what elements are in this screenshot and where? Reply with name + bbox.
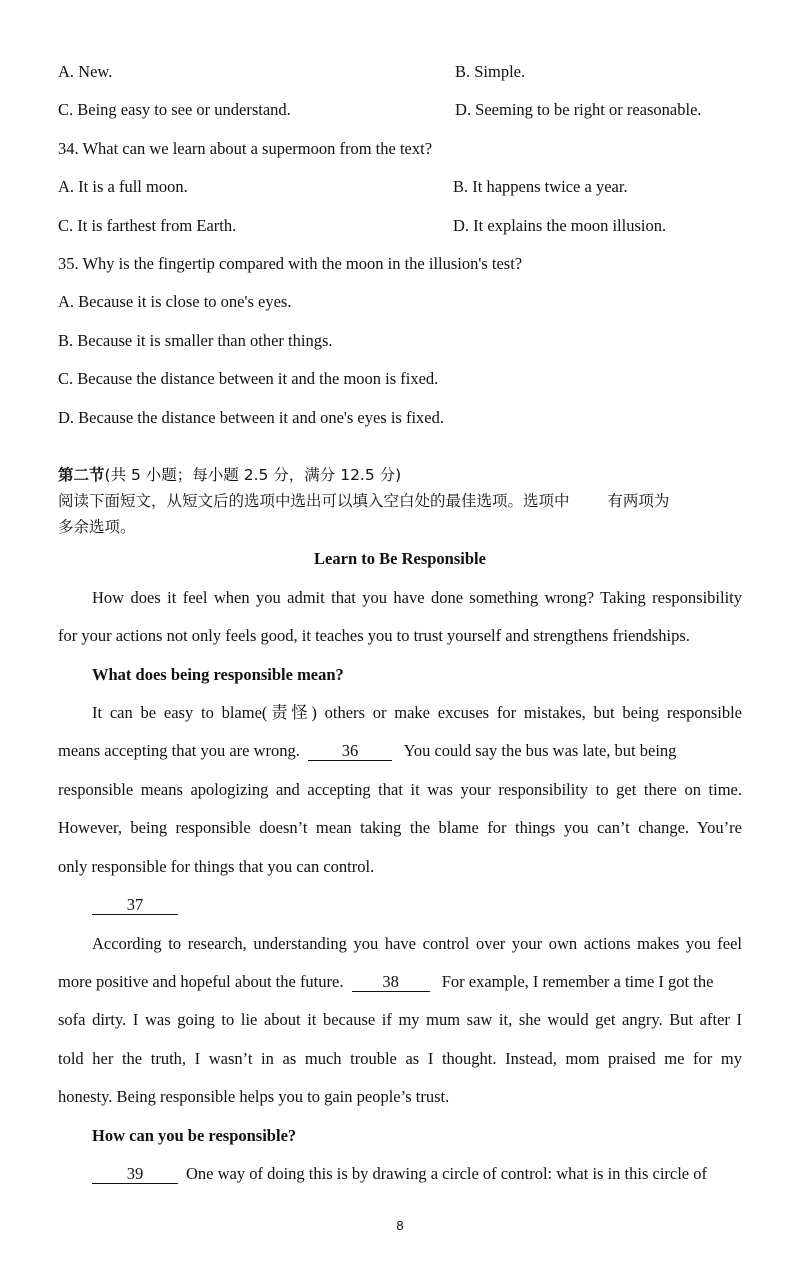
blank-37: 37 bbox=[92, 896, 178, 915]
p1-line2: for your actions not only feels good, it teaches you to trust yourself and strengthens friendships. bbox=[58, 626, 690, 645]
blank-37-row bbox=[92, 895, 742, 915]
instructions-text-a: 阅读下面短文，从短文后的选项中选出可以填入空白处的最佳选项。选项中 bbox=[58, 492, 570, 510]
p3-line1: According to research, understanding you have control over your own actions makes you feel bbox=[92, 934, 742, 953]
blank-39: 39 bbox=[92, 1165, 178, 1184]
q35-option-c: C. Because the distance between it and the moon is fixed. bbox=[58, 369, 439, 388]
q33-option-d: D. Seeming to be right or reasonable. bbox=[455, 100, 702, 119]
q33-option-c: C. Being easy to see or understand. bbox=[58, 100, 291, 119]
q34-option-b: B. It happens twice a year. bbox=[453, 177, 628, 196]
p2-line2-start: means accepting that you are wrong. bbox=[58, 741, 300, 760]
p2-line2-end: You could say the bus was late, but being bbox=[403, 741, 677, 760]
p4-line1 bbox=[92, 1164, 742, 1184]
p1-line1: How does it feel when you admit that you have done something wrong? Taking responsibility bbox=[92, 588, 742, 607]
instructions-text-b: 有两项为 bbox=[607, 492, 670, 510]
section-heading-score: (共 5 小题；每小题 2.5 分，满分 12.5 分) bbox=[104, 466, 402, 484]
p2-line4: However, being responsible doesn’t mean taking the blame for things you can’t change. You’re bbox=[58, 818, 742, 837]
section-instructions-line2: 多余选项。 bbox=[58, 518, 136, 536]
blank-38: 38 bbox=[352, 973, 430, 992]
q34-option-a: A. It is a full moon. bbox=[58, 177, 188, 196]
q33-option-a: A. New. bbox=[58, 62, 113, 81]
p3-line2 bbox=[58, 972, 742, 992]
p2-line2 bbox=[58, 741, 742, 761]
subheading-meaning: What does being responsible mean? bbox=[92, 665, 344, 684]
q34-stem: 34. What can we learn about a supermoon from the text? bbox=[58, 139, 433, 158]
page-number: 8 bbox=[396, 1218, 404, 1233]
subheading-how: How can you be responsible? bbox=[92, 1126, 297, 1145]
q33-option-b: B. Simple. bbox=[455, 62, 526, 81]
q35-option-a: A. Because it is close to one's eyes. bbox=[58, 292, 292, 311]
p3-line2-end: For example, I remember a time I got the bbox=[441, 972, 714, 991]
section-instructions-line1 bbox=[58, 491, 669, 511]
p3-line4: told her the truth, I wasn’t in as much trouble as I thought. Instead, mom praised me for my bbox=[58, 1049, 742, 1068]
q34-option-d: D. It explains the moon illusion. bbox=[453, 216, 667, 235]
p3-line3: sofa dirty. I was going to lie about it because if my mum saw it, she would get angry. But after I bbox=[58, 1010, 742, 1029]
blank-36: 36 bbox=[308, 742, 392, 761]
q35-stem: 35. Why is the fingertip compared with the moon in the illusion's test? bbox=[58, 254, 523, 273]
p2-line1: It can be easy to blame(责怪) others or make excuses for mistakes, but being responsible bbox=[92, 703, 742, 722]
p2-line3: responsible means apologizing and accepting that it was your responsibility to get there on time. bbox=[58, 780, 742, 799]
p2-line5: only responsible for things that you can control. bbox=[58, 857, 375, 876]
p4-line1-text: One way of doing this is by drawing a circle of control: what is in this circle of bbox=[186, 1164, 707, 1183]
section-heading bbox=[58, 465, 401, 485]
p3-line2-start: more positive and hopeful about the future. bbox=[58, 972, 344, 991]
section-heading-label: 第二节 bbox=[58, 466, 105, 484]
q35-option-d: D. Because the distance between it and one's eyes is fixed. bbox=[58, 408, 445, 427]
passage-title: Learn to Be Responsible bbox=[314, 549, 486, 568]
q34-option-c: C. It is farthest from Earth. bbox=[58, 216, 237, 235]
p3-line5: honesty. Being responsible helps you to gain people’s trust. bbox=[58, 1087, 450, 1106]
q35-option-b: B. Because it is smaller than other things. bbox=[58, 331, 333, 350]
